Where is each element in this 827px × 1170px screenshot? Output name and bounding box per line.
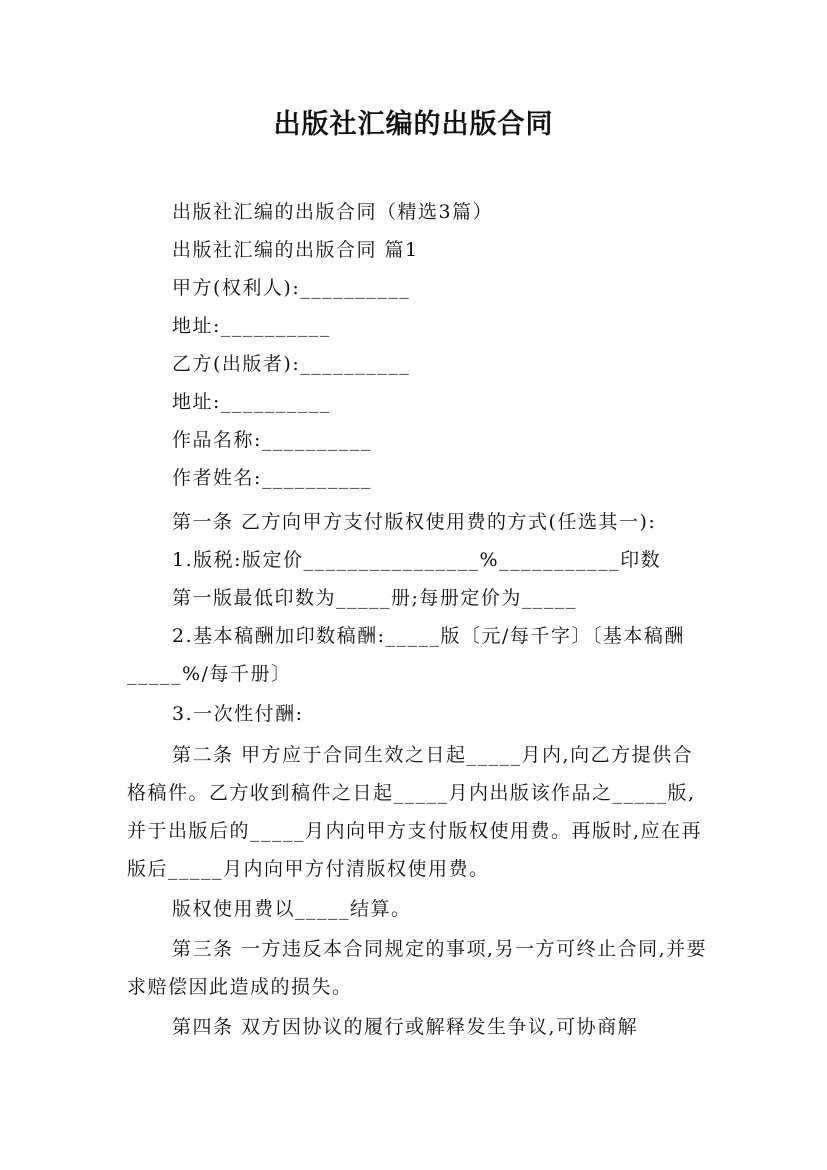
- article-3: 第三条 一方违反本合同规定的事项,另一方可终止合同,并要求赔偿因此造成的损失。: [127, 938, 708, 998]
- first-edition-terms: 第一版最低印数为_____册;每册定价为_____: [172, 587, 577, 609]
- lump-sum-option: 3.一次性付酬:: [172, 703, 304, 725]
- party-b-address-field: 地址:__________: [172, 391, 331, 413]
- basic-fee-option: 2.基本稿酬加印数稿酬:_____版〔元/每千字〕〔基本稿酬_____%/每千册〕: [127, 625, 685, 685]
- article-2: 第二条 甲方应于合同生效之日起_____月内,向乙方提供合格稿件。乙方收到稿件之日起_____月内出版该作品之_____版,并于出版后的_____月内向甲方支付版权使用费。再版时,应在再版后_____月内向甲方付清版权使用费。: [127, 744, 703, 880]
- author-name-field: 作者姓名:__________: [172, 467, 372, 489]
- section-heading: 出版社汇编的出版合同 篇1: [172, 239, 419, 261]
- document-title: 出版社汇编的出版合同: [273, 109, 554, 140]
- royalty-option: 1.版税:版定价________________%___________印数: [172, 549, 662, 571]
- article-1: 第一条 乙方向甲方支付版权使用费的方式(任选其一):: [172, 511, 657, 533]
- article-4: 第四条 双方因协议的履行或解释发生争议,可协商解: [172, 1016, 639, 1038]
- party-a-field: 甲方(权利人):__________: [172, 277, 411, 299]
- subtitle-line: 出版社汇编的出版合同（精选3篇）: [172, 201, 494, 223]
- party-a-address-field: 地址:__________: [172, 315, 331, 337]
- work-title-field: 作品名称:__________: [172, 429, 372, 451]
- party-b-field: 乙方(出版者):__________: [172, 353, 411, 375]
- settlement-line: 版权使用费以_____结算。: [172, 898, 412, 920]
